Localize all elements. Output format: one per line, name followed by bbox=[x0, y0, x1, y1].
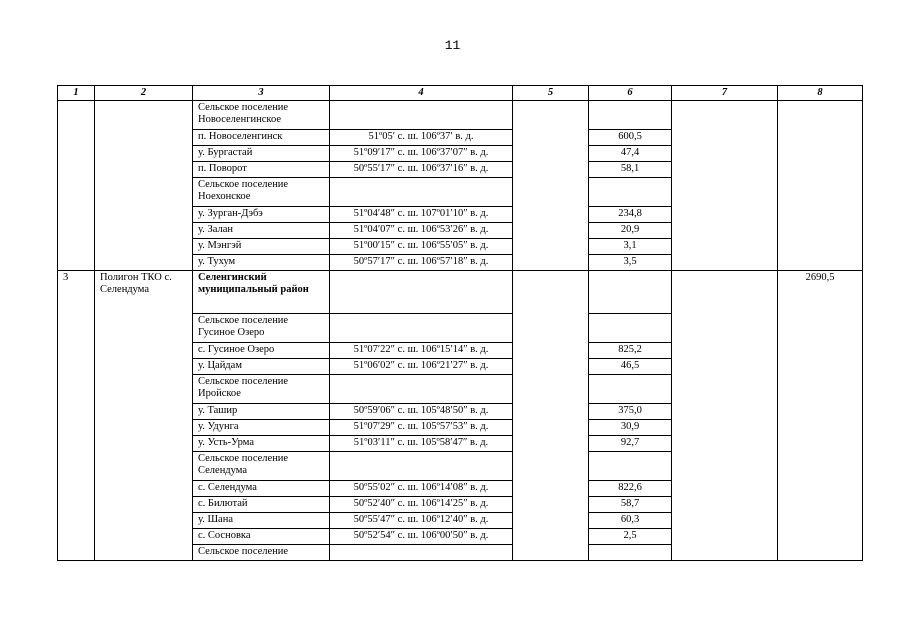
cell-col7 bbox=[672, 101, 778, 271]
cell-value: 822,6 bbox=[589, 481, 672, 497]
cell-settlement: у. Мэнгэй bbox=[193, 239, 330, 255]
table-body bbox=[58, 101, 863, 561]
cell-object bbox=[95, 101, 193, 271]
cell-value: 600,5 bbox=[589, 130, 672, 146]
cell-value: 47,4 bbox=[589, 146, 672, 162]
cell-settlement: с. Селендума bbox=[193, 481, 330, 497]
cell-settlement: с. Билютай bbox=[193, 497, 330, 513]
cell-settlement: у. Ташир bbox=[193, 404, 330, 420]
cell-value: 825,2 bbox=[589, 343, 672, 359]
cell-col5 bbox=[513, 271, 589, 561]
cell-col8 bbox=[778, 101, 863, 271]
settlements-table bbox=[57, 85, 863, 561]
cell-district: Селенгинский муниципальный район bbox=[193, 271, 330, 314]
col-header-4: 4 bbox=[330, 86, 513, 101]
col-header-5: 5 bbox=[513, 86, 589, 101]
col-header-8: 8 bbox=[778, 86, 863, 101]
table-row bbox=[58, 101, 863, 130]
cell-settlement: Сельское поселение Селендума bbox=[193, 452, 330, 481]
cell-settlement: п. Поворот bbox=[193, 162, 330, 178]
cell-settlement: у. Тухум bbox=[193, 255, 330, 271]
cell-settlement: Сельское поселение bbox=[193, 545, 330, 561]
cell-coordinates: 51º03′11″ с. ш. 105º58′47″ в. д. bbox=[330, 436, 513, 452]
cell-col7 bbox=[672, 271, 778, 561]
col-header-3: 3 bbox=[193, 86, 330, 101]
cell-value: 375,0 bbox=[589, 404, 672, 420]
col-header-7: 7 bbox=[672, 86, 778, 101]
cell-coordinates: 50º52′54″ с. ш. 106º00′50″ в. д. bbox=[330, 529, 513, 545]
cell-settlement: у. Залан bbox=[193, 223, 330, 239]
cell-coordinates bbox=[330, 178, 513, 207]
cell-coordinates: 51º06′02″ с. ш. 106º21′27″ в. д. bbox=[330, 359, 513, 375]
cell-settlement: п. Новоселенгинск bbox=[193, 130, 330, 146]
cell-coordinates bbox=[330, 452, 513, 481]
cell-coordinates: 51º04′07″ с. ш. 106º53′26″ в. д. bbox=[330, 223, 513, 239]
cell-settlement: с. Гусиное Озеро bbox=[193, 343, 330, 359]
cell-value: 3,5 bbox=[589, 255, 672, 271]
col-header-2: 2 bbox=[95, 86, 193, 101]
cell-number: 3 bbox=[58, 271, 95, 561]
cell-coordinates bbox=[330, 314, 513, 343]
cell-coordinates: 50º57′17″ с. ш. 106º57′18″ в. д. bbox=[330, 255, 513, 271]
cell-value: 20,9 bbox=[589, 223, 672, 239]
cell-coordinates: 51º00′15″ с. ш. 106º55′05″ в. д. bbox=[330, 239, 513, 255]
cell-value: 234,8 bbox=[589, 207, 672, 223]
cell-settlement: Сельское поселение Ноехонское bbox=[193, 178, 330, 207]
cell-settlement: у. Шана bbox=[193, 513, 330, 529]
cell-settlement: Сельское поселение Гусиное Озеро bbox=[193, 314, 330, 343]
cell-coordinates: 50º55′47″ с. ш. 106º12′40″ в. д. bbox=[330, 513, 513, 529]
cell-value: 2,5 bbox=[589, 529, 672, 545]
cell-value bbox=[589, 452, 672, 481]
cell-coordinates bbox=[330, 545, 513, 561]
cell-coordinates: 50º55′17″ с. ш. 106º37′16″ в. д. bbox=[330, 162, 513, 178]
cell-settlement: Сельское поселение Иройское bbox=[193, 375, 330, 404]
cell-settlement: у. Цайдам bbox=[193, 359, 330, 375]
cell-value bbox=[589, 271, 672, 314]
cell-value: 58,7 bbox=[589, 497, 672, 513]
cell-coordinates: 51º04′48″ с. ш. 107º01′10″ в. д. bbox=[330, 207, 513, 223]
cell-settlement: у. Усть-Урма bbox=[193, 436, 330, 452]
cell-coordinates: 50º59′06″ с. ш. 105º48′50″ в. д. bbox=[330, 404, 513, 420]
cell-settlement: у. Бургастай bbox=[193, 146, 330, 162]
cell-settlement: у. Зурган-Дэбэ bbox=[193, 207, 330, 223]
cell-coordinates: 51º07′29″ с. ш. 105º57′53″ в. д. bbox=[330, 420, 513, 436]
cell-total: 2690,5 bbox=[778, 271, 863, 561]
cell-value: 92,7 bbox=[589, 436, 672, 452]
cell-coordinates: 50º52′40″ с. ш. 106º14′25″ в. д. bbox=[330, 497, 513, 513]
page-number: 11 bbox=[444, 38, 461, 53]
cell-value: 3,1 bbox=[589, 239, 672, 255]
cell-col5 bbox=[513, 101, 589, 271]
cell-coordinates: 51º05′ с. ш. 106º37′ в. д. bbox=[330, 130, 513, 146]
cell-coordinates bbox=[330, 375, 513, 404]
cell-settlement: у. Удунга bbox=[193, 420, 330, 436]
cell-coordinates: 51º09′17″ с. ш. 106º37′07″ в. д. bbox=[330, 146, 513, 162]
table-row bbox=[58, 271, 863, 314]
cell-number bbox=[58, 101, 95, 271]
col-header-1: 1 bbox=[58, 86, 95, 101]
cell-value: 60,3 bbox=[589, 513, 672, 529]
cell-settlement: Сельское поселение Новоселенгинское bbox=[193, 101, 330, 130]
col-header-6: 6 bbox=[589, 86, 672, 101]
header-row bbox=[58, 86, 863, 101]
cell-value: 30,9 bbox=[589, 420, 672, 436]
cell-object: Полигон ТКО с. Селендума bbox=[95, 271, 193, 561]
cell-coordinates bbox=[330, 101, 513, 130]
cell-value bbox=[589, 545, 672, 561]
cell-settlement: с. Сосновка bbox=[193, 529, 330, 545]
cell-value: 46,5 bbox=[589, 359, 672, 375]
cell-value bbox=[589, 314, 672, 343]
cell-coordinates: 51º07′22″ с. ш. 106º15′14″ в. д. bbox=[330, 343, 513, 359]
cell-coordinates bbox=[330, 271, 513, 314]
cell-value bbox=[589, 178, 672, 207]
cell-value bbox=[589, 101, 672, 130]
cell-value: 58,1 bbox=[589, 162, 672, 178]
cell-value bbox=[589, 375, 672, 404]
cell-coordinates: 50º55′02″ с. ш. 106º14′08″ в. д. bbox=[330, 481, 513, 497]
